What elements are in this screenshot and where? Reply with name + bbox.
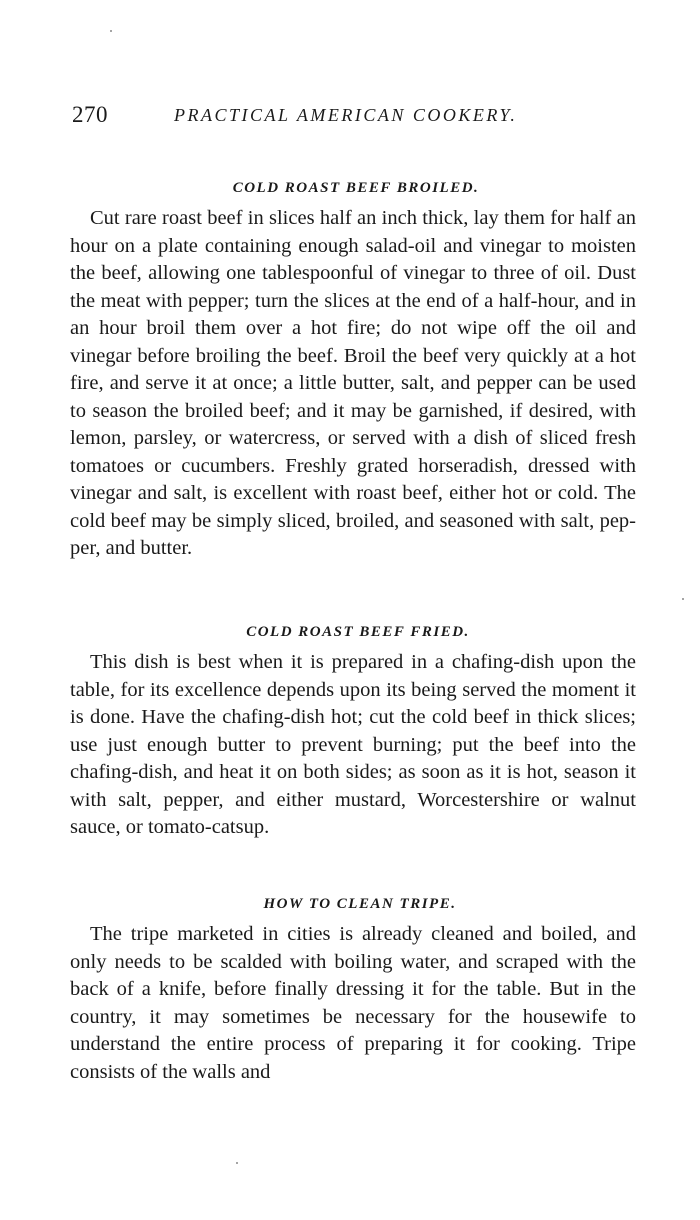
section-body-fried: This dish is best when it is prepared in a chafing-dish upon the table, for its excellence depends upon its being served the moment it is done. Have the chafing-dish hot; cut the cold beef in thick slices; use just enough butter to prevent burning; put the beef into the chafing-dish, and heat it on both sides; as soon as it is hot, season it with salt, pepper, and either mustard, Worcestershire or walnut sauce, or tomato-catsup.	[70, 651, 636, 838]
paper-speck	[236, 1162, 238, 1164]
page-number: 270	[72, 102, 108, 127]
section-body-tripe: The tripe marketed in cities is already cleaned and boiled, and only needs to be scalded with boiling water, and scraped with the back of a knife, before finally dressing it for the table. But in the country, it may sometimes be necessary for the housewife to understand the entire process of preparing it for cooking. Tripe consists of the walls and	[70, 923, 636, 1083]
running-title: PRACTICAL AMERICAN COOKERY.	[174, 105, 518, 125]
section-heading-tripe: HOW TO CLEAN TRIPE.	[263, 896, 457, 912]
section-body-broiled: Cut rare roast beef in slices half an inch thick, lay them for half an hour on a plate containing enough salad-oil and vinegar to moisten the beef, allowing one tablespoonful of vinegar to three of oil. Dust the meat with pepper; turn the slices at the end of a half-hour, and in an hour broil them over a hot fire; do not wipe off the oil and vinegar before broiling the beef. Broil the beef very quickly at a hot fire, and serve it at once; a little butter, salt, and pepper can be used to season the broiled beef; and it may be garnished, if desired, with lemon, parsley, or watercress, or served with a dish of sliced fresh tomatoes or cucumbers. Freshly grated horseradish, dressed with vinegar and salt, is excellent with roast beef, either hot or cold. The cold beef may be simply sliced, broiled, and seasoned with salt, pep-per, and butter.	[70, 207, 636, 559]
section-heading-fried: COLD ROAST BEEF FRIED.	[246, 624, 470, 640]
section-heading-broiled: COLD ROAST BEEF BROILED.	[232, 180, 480, 196]
paper-speck	[682, 598, 684, 600]
paper-speck	[110, 30, 112, 32]
running-head	[72, 102, 647, 132]
